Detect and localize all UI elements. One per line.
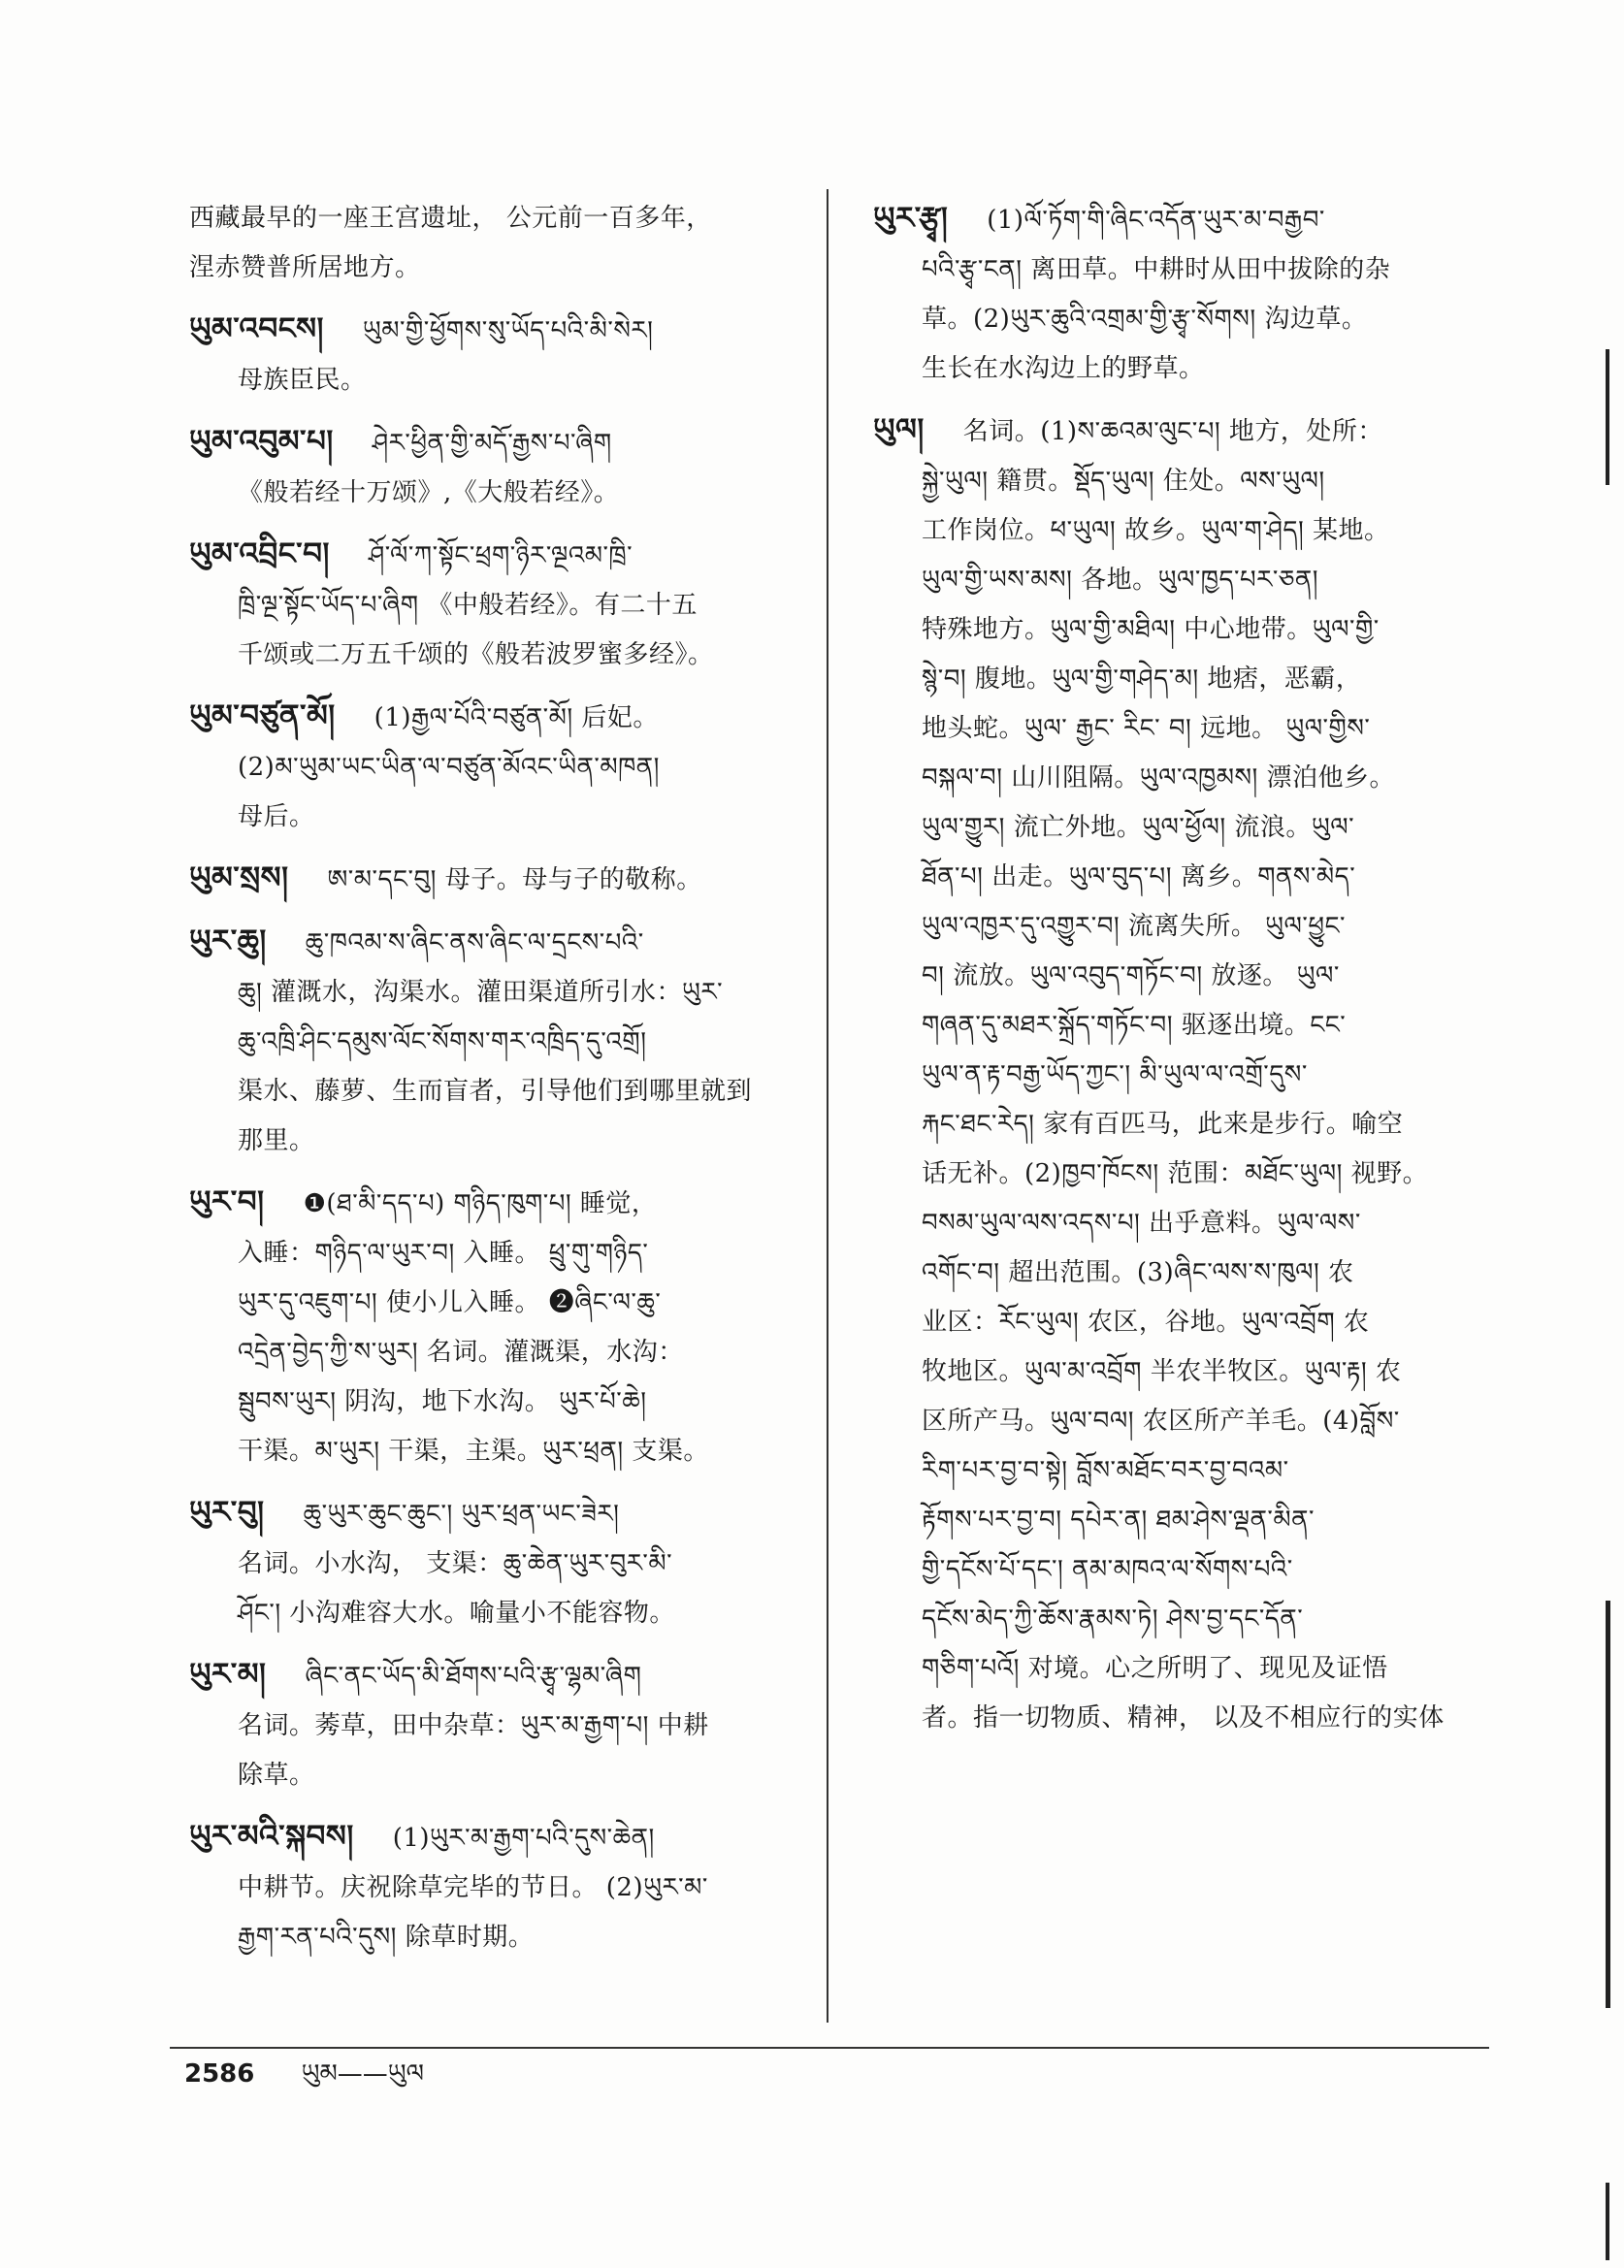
entry-text: ཡུལ་གྱུར། 流亡外地。ཡུལ་ཕྱོལ། 流浪。ཡུལ་ bbox=[922, 813, 1355, 842]
entry-line bbox=[873, 1446, 1494, 1496]
entry-text: བསྐལ་བ། 山川阻隔。ཡུལ་འཁྱམས། 漂泊他乡。 bbox=[922, 763, 1396, 793]
entry-line bbox=[189, 1229, 800, 1279]
entry-line bbox=[189, 530, 800, 581]
scan-edge-mark bbox=[1606, 2183, 1609, 2260]
entry-text: སྙེ་བ། 腹地。ཡུལ་གྱི་གཤེད་མ། 地痞，恶霸， bbox=[922, 664, 1362, 694]
entry-text: སྐྱེ་ཡུལ། 籍贯。སྡོད་ཡུལ། 住处。ལས་ཡུལ། bbox=[922, 467, 1325, 496]
entry-text: ཡུལ་འཁྱར་དུ་འགྱུར་བ། 流离失所。 ཡུལ་ཕྱུང་ bbox=[922, 912, 1346, 941]
entry-line bbox=[189, 692, 800, 743]
entry-text: 千颂或二万五千颂的《般若波罗蜜多经》。 bbox=[238, 640, 714, 669]
entry-line bbox=[873, 655, 1494, 704]
entry-text: 草。(2)ཡུར་ཆུའི་འགྲམ་གྱི་རྩྭ་སོགས། 沟边草。 bbox=[922, 305, 1368, 334]
entry-text: 名词。(1)ས་ཆའམ་ལུང་པ། 地方，处所： bbox=[962, 417, 1383, 446]
entry-text: 名词。小水沟， 支渠：ཆུ་ཆེན་ཡུར་བུར་མི་ bbox=[238, 1549, 673, 1578]
entry-text: ཡུལ་ན་རྟ་བརྒྱ་ཡོད་ཀྱང་། མི་ཡུལ་ལ་འགྲོ་དུས་ bbox=[922, 1060, 1308, 1089]
entry-headword: ཡུར་མ། bbox=[189, 1657, 267, 1692]
scan-edge-mark bbox=[1606, 1601, 1610, 2008]
entry-text: 工作岗位。ཕ་ཡུལ། 故乡。ཡུལ་ག་ཤེད། 某地。 bbox=[922, 516, 1390, 545]
entry-text: 地头蛇。ཡུལ་ རྒྱང་ རིང་ བ། 远地。 ཡུལ་གྱིས་ bbox=[922, 714, 1371, 743]
entry-line bbox=[873, 952, 1494, 1001]
entry-line bbox=[873, 194, 1494, 245]
entry-text: འདྲེན་བྱེད་ཀྱི་ས་ཡུར། 名词。灌溉渠，水沟： bbox=[238, 1338, 684, 1367]
entry-line bbox=[873, 344, 1494, 394]
entry-text: ཆུ། 灌溉水，沟渠水。灌田渠道所引水：ཡུར་ bbox=[238, 978, 724, 1007]
entry-text: 渠水、藤萝、生而盲者，引导他们到哪里就到 bbox=[238, 1077, 753, 1106]
entry-line bbox=[189, 1117, 800, 1166]
entry-text: 区所产马。ཡུལ་བལ། 农区所产羊毛。(4)བློས་ bbox=[922, 1407, 1400, 1436]
entry-text: གཞན་དུ་མཐར་སྐྲོད་གཏོང་བ། 驱逐出境。ངང་ bbox=[922, 1011, 1347, 1040]
entry-line bbox=[189, 1812, 800, 1863]
column-divider bbox=[827, 189, 828, 2023]
entry-line bbox=[189, 1589, 800, 1638]
entry-line bbox=[873, 1644, 1494, 1694]
dictionary-entry bbox=[189, 1178, 800, 1476]
entry-line bbox=[189, 1701, 800, 1751]
entry-line bbox=[873, 1545, 1494, 1595]
entry-line bbox=[873, 1496, 1494, 1545]
entry-text: ཡུམ་གྱི་ཕྱོགས་སུ་ཡོད་པའི་མི་སེར། bbox=[362, 316, 654, 345]
entry-text: དངོས་མེད་ཀྱི་ཆོས་རྣམས་ཏེ། ཤེས་བྱ་དང་དོན་ bbox=[922, 1604, 1304, 1634]
entry-line bbox=[873, 1248, 1494, 1298]
entry-text: 《般若经十万颂》,《大般若经》。 bbox=[238, 478, 620, 507]
entry-line bbox=[189, 743, 800, 793]
entry-text: ཤེར་ཕྱིན་གྱི་མདོ་རྒྱས་པ་ཞིག bbox=[372, 429, 612, 458]
entry-text: ཤོ་ལོ་ཀ་སྟོང་ཕྲག་ཉིར་ལྔའམ་ཁྲི་ bbox=[368, 541, 633, 570]
entry-line bbox=[189, 1377, 800, 1427]
entry-line bbox=[189, 968, 800, 1018]
entry-text: ཡུར་དུ་འཇུག་པ། 使小儿入睡。 ❷ཞིང་ལ་ཆུ་ bbox=[238, 1288, 662, 1317]
entry-text: 母后。 bbox=[238, 802, 315, 831]
dictionary-entry bbox=[189, 1488, 800, 1638]
entry-headword: ཡུམ་འབུམ་པ། bbox=[189, 424, 334, 459]
entry-text: ཆུ་འཁྲི་ཤིང་དམུས་ལོང་སོགས་གར་འཁྲིད་དུ་འགྲོ། bbox=[238, 1027, 647, 1056]
dictionary-entry bbox=[873, 194, 1494, 394]
entry-headword: ཡུམ་བཙུན་མོ། bbox=[189, 698, 336, 733]
entry-line bbox=[189, 917, 800, 968]
entry-headword: ཡུར་མའི་སྐབས། bbox=[189, 1819, 354, 1854]
entry-text: ཁྲི་ལྔ་སྟོང་ཡོད་པ་ཞིག 《中般若经》。有二十五 bbox=[238, 591, 698, 620]
entry-text: པའི་རྩྭ་ངན། 离田草。中耕时从田中拔除的杂 bbox=[922, 255, 1391, 284]
entry-line bbox=[873, 1694, 1494, 1743]
entry-line bbox=[189, 1488, 800, 1539]
entry-text: (1)རྒྱལ་པོའི་བཙུན་མོ། 后妃。 bbox=[374, 703, 659, 732]
entry-text: ཐོན་པ། 出走。ཡུལ་བུད་པ། 离乡。གནས་མེད་ bbox=[922, 862, 1356, 891]
entry-line bbox=[189, 194, 800, 243]
entry-headword: ཡུར་བ། bbox=[189, 1184, 265, 1219]
entry-line bbox=[873, 556, 1494, 605]
entry-line bbox=[189, 581, 800, 631]
entry-line bbox=[189, 793, 800, 842]
entry-line bbox=[189, 1913, 800, 1962]
entry-headword: ཡུར་ཆུ། bbox=[189, 923, 267, 958]
entry-line bbox=[189, 356, 800, 405]
entry-text: (2)མ་ཡུམ་ཡང་ཡིན་ལ་བཙུན་མོའང་ཡིན་མཁན། bbox=[238, 753, 660, 782]
entry-line bbox=[189, 305, 800, 356]
entry-text: 干渠。མ་ཡུར། 干渠，主渠。ཡུར་ཕྲན། 支渠。 bbox=[238, 1437, 709, 1466]
entry-text: 涅赤赞普所居地方。 bbox=[189, 253, 421, 282]
entry-line bbox=[873, 245, 1494, 295]
entry-text: 西藏最早的一座王宫遗址， 公元前一百多年， bbox=[189, 204, 712, 233]
entry-text: 特殊地方。ཡུལ་གྱི་མཐིལ། 中心地带。ཡུལ་གྱི་ bbox=[922, 615, 1380, 644]
entry-line bbox=[873, 1199, 1494, 1248]
entry-line bbox=[189, 1751, 800, 1800]
entry-line bbox=[189, 1863, 800, 1913]
entry-line bbox=[873, 902, 1494, 952]
entry-line bbox=[189, 1328, 800, 1377]
entry-line bbox=[873, 1298, 1494, 1347]
left-column bbox=[189, 194, 800, 1974]
entry-line bbox=[873, 1397, 1494, 1446]
entry-line bbox=[189, 1650, 800, 1701]
dictionary-entry bbox=[189, 194, 800, 293]
entry-text: གྱི་དངོས་པོ་དང་། ནམ་མཁའ་ལ་སོགས་པའི་ bbox=[922, 1555, 1293, 1584]
entry-text: སྦུབས་ཡུར། 阴沟，地下水沟。 ཡུར་པོ་ཆེ། bbox=[238, 1387, 647, 1416]
entry-text: ཆུ་ཡུར་ཆུང་ཆུང་། ཡུར་ཕྲན་ཡང་ཟེར། bbox=[303, 1500, 620, 1529]
entry-text: ཆུ་ཁའམ་ས་ཞིང་ནས་ཞིང་ལ་དྲངས་པའི་ bbox=[305, 928, 644, 957]
dictionary-entry bbox=[189, 692, 800, 842]
entry-headword: ཡུམ་འབངས། bbox=[189, 311, 324, 346]
entry-text: བསམ་ཡུལ་ལས་འདས་པ། 出乎意料。ཡུལ་ལས་ bbox=[922, 1209, 1361, 1238]
entry-text: ❶(ཐ་མི་དད་པ) གཉིད་ཁུག་པ། 睡觉， bbox=[303, 1189, 658, 1218]
dictionary-entry bbox=[873, 405, 1494, 1743]
page-range-headwords: ཡུམ——ཡུལ bbox=[301, 2059, 424, 2089]
entry-text: རྒྱག་རན་པའི་དུས། 除草时期。 bbox=[238, 1923, 535, 1952]
entry-line bbox=[189, 1018, 800, 1067]
entry-headword: ཡུམ་འབྲིང་བ། bbox=[189, 536, 330, 571]
entry-headword: ཡུལ། bbox=[873, 412, 925, 447]
entry-line bbox=[873, 853, 1494, 902]
entry-text: གཅིག་པའོ། 对境。心之所明了、现见及证悟 bbox=[922, 1654, 1388, 1683]
entry-text: 业区：རོང་ཡུལ། 农区，谷地。ཡུལ་འབྲོག 农 bbox=[922, 1308, 1370, 1337]
entry-text: ཡུལ་གྱི་ཡས་མས། 各地。ཡུལ་ཁྱད་པར་ཅན། bbox=[922, 566, 1318, 595]
right-column bbox=[873, 194, 1494, 1755]
dictionary-entry bbox=[189, 530, 800, 680]
entry-line bbox=[189, 631, 800, 680]
scan-edge-mark bbox=[1606, 349, 1609, 485]
entry-line bbox=[873, 1001, 1494, 1051]
footer-rule bbox=[170, 2047, 1489, 2049]
entry-text: 除草。 bbox=[238, 1761, 315, 1790]
entry-line bbox=[873, 405, 1494, 457]
dictionary-entry bbox=[189, 1650, 800, 1800]
entry-text: 生长在水沟边上的野草。 bbox=[922, 354, 1205, 383]
entry-line bbox=[189, 1427, 800, 1476]
entry-line bbox=[189, 1178, 800, 1229]
entry-line bbox=[873, 1100, 1494, 1150]
entry-line bbox=[873, 1347, 1494, 1397]
entry-line bbox=[873, 1150, 1494, 1199]
page-number: 2586 bbox=[184, 2059, 255, 2089]
entry-line bbox=[873, 803, 1494, 853]
entry-text: 入睡：གཉིད་ལ་ཡུར་བ། 入睡。 ཕྲུ་གུ་གཉིད་ bbox=[238, 1239, 649, 1268]
dictionary-entry bbox=[189, 417, 800, 518]
entry-text: 中耕节。庆祝除草完毕的节日。 (2)ཡུར་མ་ bbox=[238, 1873, 708, 1902]
entry-text: རྐང་ཐང་རེད། 家有百匹马，此来是步行。喻空 bbox=[922, 1110, 1404, 1139]
entry-text: བ། 流放。ཡུལ་འབུད་གཏོང་བ། 放逐。 ཡུལ་ bbox=[922, 961, 1340, 990]
entry-text: (1)ཡུར་མ་རྒྱག་པའི་དུས་ཆེན། bbox=[392, 1824, 655, 1853]
entry-line bbox=[189, 417, 800, 469]
entry-line bbox=[189, 469, 800, 518]
entry-headword: ཡུར་རྩྭ། bbox=[873, 201, 949, 236]
entry-line bbox=[189, 854, 800, 905]
entry-line bbox=[189, 1539, 800, 1589]
entry-text: 母族臣民。 bbox=[238, 366, 367, 395]
page-footer bbox=[184, 2055, 424, 2093]
entry-text: 那里。 bbox=[238, 1126, 315, 1155]
entry-line bbox=[873, 1051, 1494, 1100]
entry-headword: ཡུར་བུ། bbox=[189, 1495, 265, 1530]
entry-text: ཨ་མ་དང་བུ། 母子。母与子的敬称。 bbox=[327, 865, 702, 894]
entry-text: 牧地区。ཡུལ་མ་འབྲོག 半农半牧区。ཡུལ་རྟ། 农 bbox=[922, 1357, 1402, 1386]
entry-text: (1)ལོ་ཏོག་གི་ཞིང་འདོན་ཡུར་མ་བརྒྱབ་ bbox=[987, 206, 1325, 235]
entry-text: རིག་པར་བྱ་བ་སྟེ། བློས་མཐོང་བར་བྱ་བའམ་ bbox=[922, 1456, 1289, 1485]
entry-text: 话无补。(2)ཁྱབ་ཁོངས། 范围：མཐོང་ཡུལ། 视野。 bbox=[922, 1159, 1429, 1188]
entry-line bbox=[189, 243, 800, 293]
entry-line bbox=[873, 457, 1494, 506]
entry-text: ཤོང་། 小沟难容大水。喻量小不能容物。 bbox=[238, 1599, 675, 1628]
entry-headword: ཡུམ་སྲས། bbox=[189, 860, 289, 895]
entry-line bbox=[189, 1067, 800, 1117]
entry-line bbox=[873, 1595, 1494, 1644]
entry-text: 名词。莠草，田中杂草：ཡུར་མ་རྒྱག་པ། 中耕 bbox=[238, 1711, 709, 1740]
entry-line bbox=[873, 754, 1494, 803]
dictionary-entry bbox=[189, 917, 800, 1166]
dictionary-entry bbox=[189, 854, 800, 905]
entry-text: འགོང་བ། 超出范围。(3)ཞིང་ལས་ས་ཁུལ། 农 bbox=[922, 1258, 1354, 1287]
entry-text: 者。指一切物质、精神， 以及不相应行的实体 bbox=[922, 1703, 1445, 1733]
entry-line bbox=[873, 295, 1494, 344]
entry-line bbox=[873, 704, 1494, 754]
entry-line bbox=[189, 1279, 800, 1328]
dictionary-entry bbox=[189, 305, 800, 405]
dictionary-entry bbox=[189, 1812, 800, 1962]
entry-text: རྟོགས་པར་བྱ་བ། དཔེར་ན། ཐམ་ཤེས་ལྡན་མིན་ bbox=[922, 1506, 1315, 1535]
entry-text: ཞིང་ནང་ཡོད་མི་ཐོགས་པའི་རྩྭ་ལྷམ་ཞིག bbox=[305, 1662, 642, 1691]
entry-line bbox=[873, 605, 1494, 655]
entry-line bbox=[873, 506, 1494, 556]
